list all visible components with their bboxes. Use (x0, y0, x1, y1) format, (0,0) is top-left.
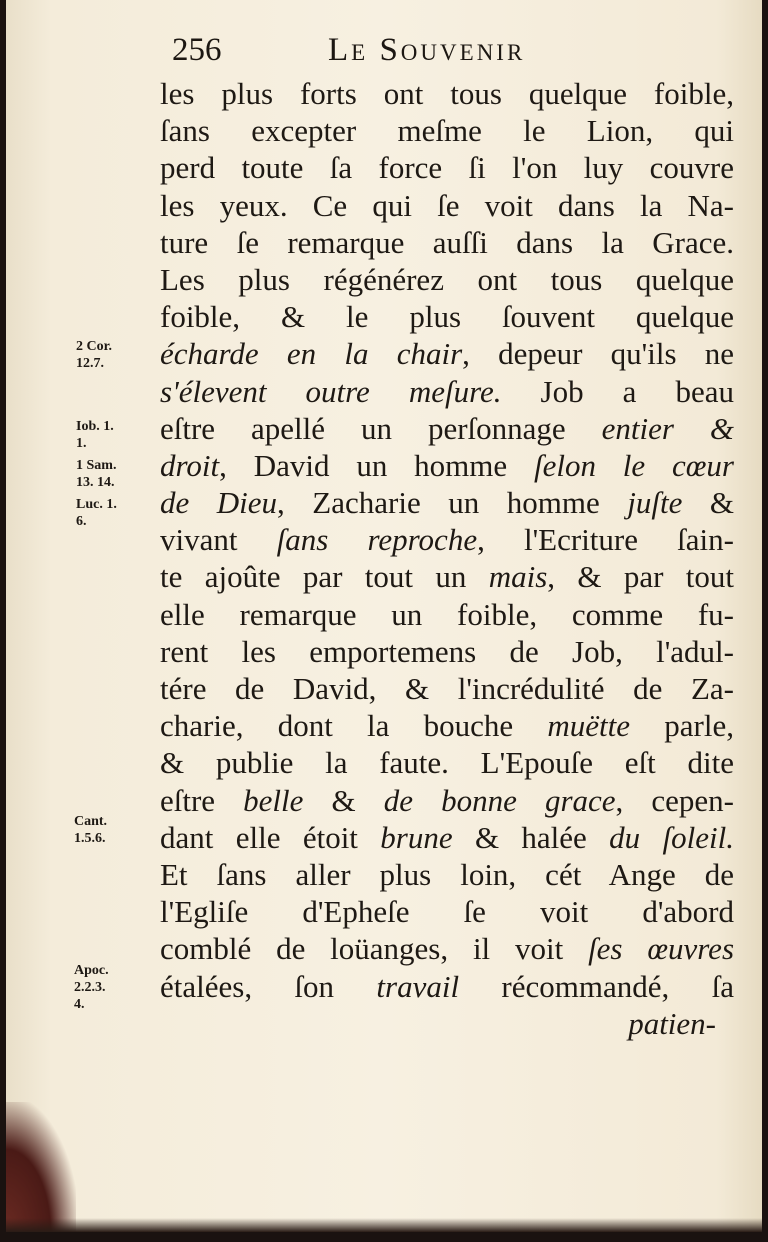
text-line: elle remarque un foible, comme fu- (160, 596, 734, 632)
text-line: eſtre apellé un perſonnage entier & (160, 410, 735, 446)
binding-edge (6, 1102, 76, 1232)
page-header (6, 32, 762, 72)
text-line: s'élevent outre meſure. Job a beau (160, 373, 734, 409)
text-line: charie, dont la bouche muëtte parle, (160, 708, 734, 744)
text-line: de Dieu, Zacharie un homme juſte & (160, 485, 734, 521)
text-line: étalées, ſon travail récommandé, ſa (160, 968, 734, 1004)
text-line: rent les emportemens de Job, l'adul- (160, 633, 734, 669)
body-text (160, 75, 734, 1042)
text-line: ture ſe remarque auſſi dans la Grace. (160, 224, 734, 260)
text-line: eſtre belle & de bonne grace, cepen- (160, 782, 734, 818)
text-line: ſans excepter meſme le Lion, qui (160, 113, 734, 149)
margin-note-1sam: 1 Sam. 13. 14. (76, 458, 117, 490)
margin-note-job: Iob. 1. 1. (76, 419, 114, 451)
text-line: les plus forts ont tous quelque foible, (160, 76, 734, 111)
page-shadow (6, 1218, 762, 1232)
text-line: foible, & le plus ſouvent quelque (160, 299, 734, 335)
margin-note-apoc: Apoc. 2.2.3. 4. (74, 963, 109, 1012)
text-line: les yeux. Ce qui ſe voit dans la Na- (160, 187, 734, 223)
margin-note-2cor: 2 Cor. 12.7. (76, 339, 113, 371)
text-line: écharde en la chair, depeur qu'ils ne (160, 336, 734, 372)
text-line: Les plus régénérez ont tous quelque (160, 261, 734, 297)
text-line: vivant ſans reproche, l'Ecriture ſain- (160, 522, 734, 558)
book-page (6, 0, 762, 1232)
text-line: Et ſans aller plus loin, cét Ange de (160, 856, 734, 892)
text-line: dant elle étoit brune & halée du ſoleil. (160, 819, 734, 855)
margin-note-luc: Luc. 1. 6. (76, 497, 117, 529)
text-line: tére de David, & l'incrédulité de Za- (160, 671, 734, 706)
text-line: comblé de loüanges, il voit ſes œuvres (160, 931, 735, 967)
text-line: te ajoûte par tout un mais, & par tout (160, 559, 734, 595)
page-number: 256 (172, 32, 222, 68)
text-line: l'Egliſe d'Epheſe ſe voit d'abord (160, 894, 734, 930)
margin-note-cant: Cant. 1.5.6. (74, 814, 108, 846)
text-line: & publie la faute. L'Epouſe eſt dite (160, 745, 734, 781)
running-title: Le Souvenir (328, 32, 526, 68)
text-line: droit, David un homme ſelon le cœur (160, 447, 734, 483)
text-line: perd toute ſa force ſi l'on luy couvre (160, 150, 734, 186)
catchword: patien- (628, 1005, 716, 1041)
